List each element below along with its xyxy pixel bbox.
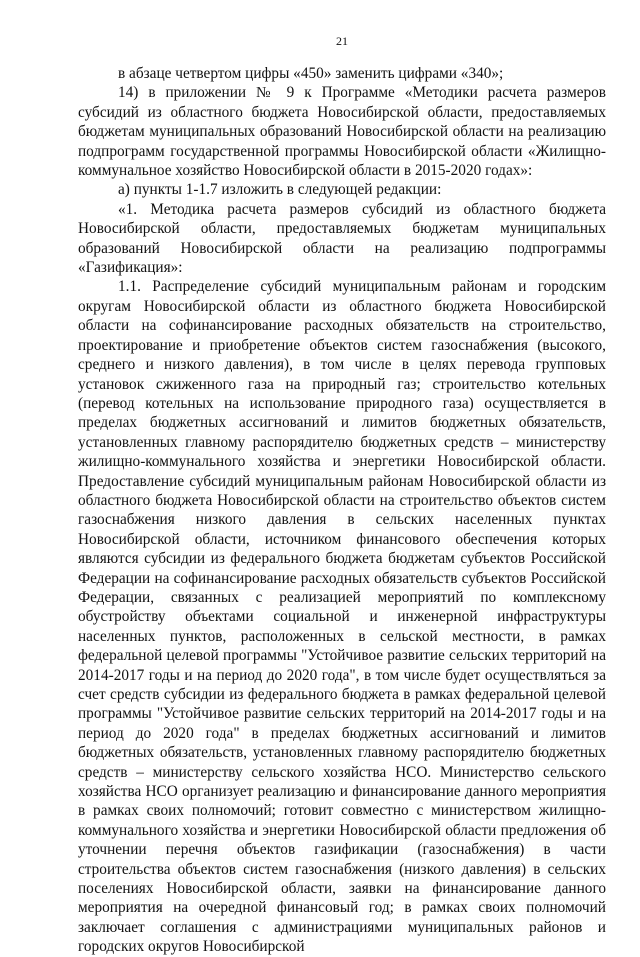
paragraph-methodology-title: «1. Методика расчета размеров субсидий из областного бюджета Новосибирской области, предоставляемых бюджетам муниципальных образований Новосибирской области на реализацию подпрограммы «Газификация»: xyxy=(78,200,606,277)
page-number: 21 xyxy=(336,34,348,48)
paragraph-item-a: а) пункты 1-1.7 изложить в следующей редакции: xyxy=(118,181,442,199)
paragraph-amendment-digits: в абзаце четвертом цифры «450» заменить цифрами «340»; xyxy=(118,65,504,82)
paragraph-section-1-1: 1.1. Распределение субсидий муниципальным районам и городским округам Новосибирской области из областного бюджета Новосибирской области на софинансирование расходных обязательств на строительство, проектирование и приобретение объектов систем газоснабжения (высокого, среднего и низкого давления), в том числе в целях перевода групповых установок сжиженного газа на природный газ; строительство котельных (перевод котельных на использование природного газа) осуществляется в пределах бюджетных ассигнований и лимитов бюджетных обязательств, установленных главному распорядителю бюджетных средств – министерству жилищно-коммунального хозяйства и энергетики Новосибирской области. Предоставление субсидий муниципальным районам Новосибирской области из областного бюджета Новосибирской области на строительство объектов систем газоснабжения низкого давления в сельских населенных пунктах Новосибирской области, источником финансового обеспечения которых являются субсидии из федерального бюджета бюджетам субъектов Российской Федерации на софинансирование расходных обязательств субъектов Российской Федерации, связанных с реализацией мероприятий по комплексному обустройству объектами социальной и инженерной инфраструктуры населенных пунктов, расположенных в сельской местности, в рамках федеральной целевой программы "Устойчивое развитие сельских территорий на 2014-2017 годы и на период до 2020 года", в том числе будет осуществляться за счет средств субсидии из федерального бюджета в рамках федеральной целевой программы "Устойчивое развитие сельских территорий на 2014-2017 годы и на период до 2020 года" в пределах бюджетных ассигнований и лимитов бюджетных обязательств, установленных главному распорядителю бюджетных средств – министерству сельского хозяйства НСО. Министерство сельского хозяйства НСО организует реализацию и финансирование данного мероприятия в рамках своих полномочий; готовит совместно с министерством жилищно-коммунального хозяйства и энергетики Новосибирской области предложения об уточнении перечня объектов газификации (газоснабжения) в части строительства объектов систем газоснабжения (низкого давления) в сельских поселениях Новосибирской области, заявки на финансирование данного мероприятия на очередной финансовый год; в рамках своих полномочий заключает соглашения с администрациями муниципальных районов и городских округов Новосибирской xyxy=(78,278,606,956)
paragraph-item-14: 14) в приложении № 9 к Программе «Методики расчета размеров субсидий из областного бюджета Новосибирской области, предоставляемых бюджетам муниципальных образований Новосибирской области на реализацию подпрограмм государственной программы Новосибирской области «Жилищно-коммунальное хозяйство Новосибирской области в 2015-2020 годах»: xyxy=(78,84,606,180)
